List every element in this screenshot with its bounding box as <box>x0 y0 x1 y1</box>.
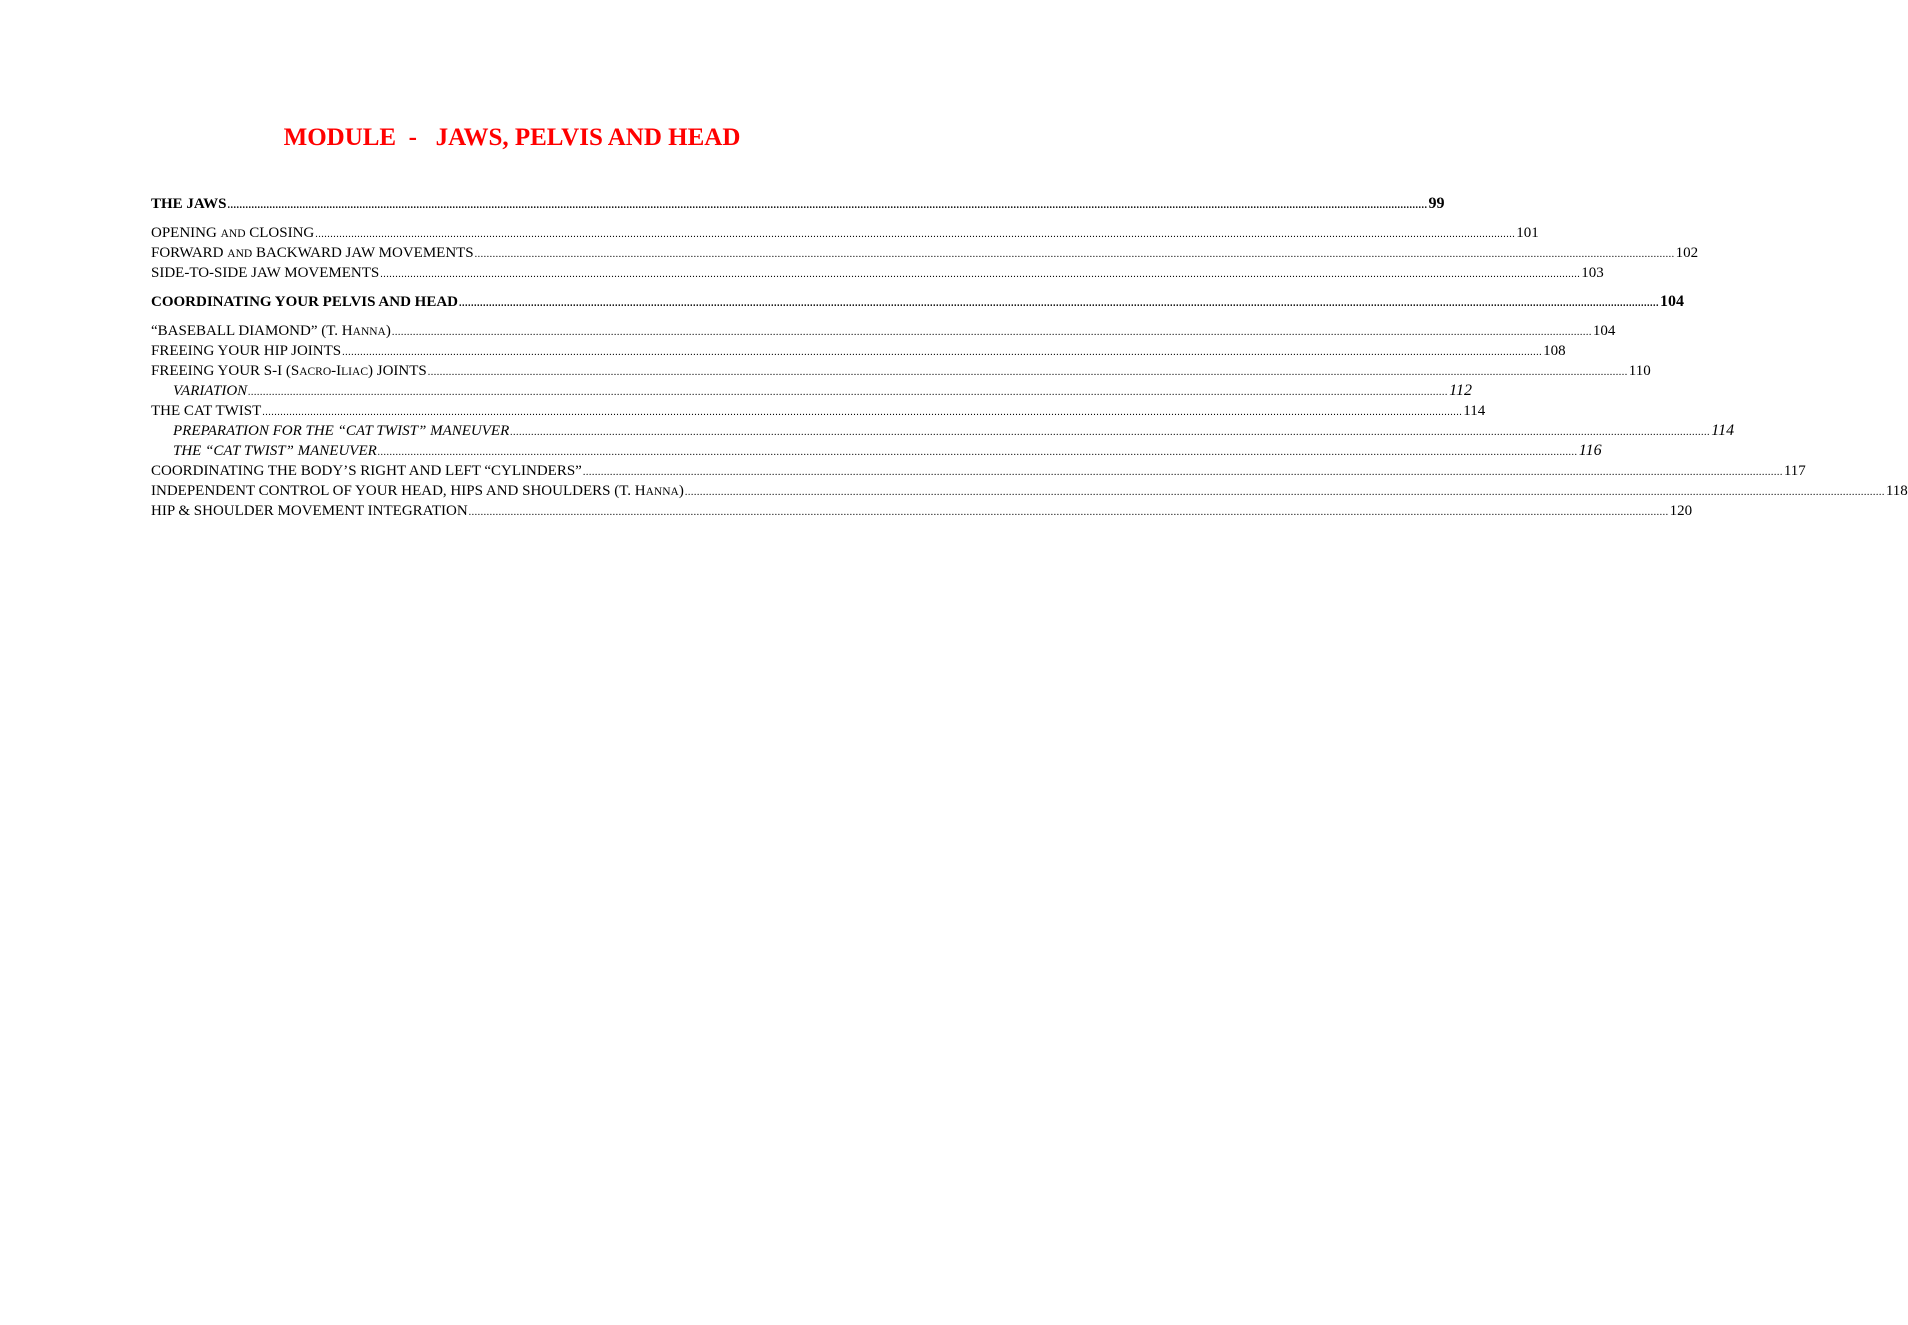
toc-entry-label-part: “BASEBALL DIAMOND” (T. H <box>151 323 353 339</box>
toc-leader-dots: ................................................................................................................................................................................................................................................................................................................................................................................................................ <box>377 447 1578 458</box>
toc-page-number: 102 <box>1675 245 1699 261</box>
toc-entry-label-part: ACRO <box>299 366 332 378</box>
toc-entry-label: VARIATION <box>173 383 248 399</box>
toc-page-number: 114 <box>1463 403 1486 419</box>
toc-entry-label-part: ) <box>385 323 391 339</box>
toc-entry[interactable] <box>151 461 1806 481</box>
toc-entry[interactable] <box>151 341 1566 361</box>
toc-leader-dots: ................................................................................................................................................................................................................................................................................................................................................................................................................ <box>468 507 1669 518</box>
toc-entry-label: HIP & SHOULDER MOVEMENT INTEGRATION <box>151 503 468 519</box>
toc-entry-label: COORDINATING THE BODY’S RIGHT AND LEFT “CYLINDERS” <box>151 463 582 479</box>
toc-entry-label-part: INDEPENDENT CONTROL OF YOUR HEAD, HIPS AND SHOULDERS (T. H <box>151 483 646 499</box>
toc-entry[interactable] <box>151 441 1602 461</box>
toc-leader-dots: ................................................................................................................................................................................................................................................................................................................................................................................................................ <box>380 269 1581 280</box>
toc-entry-label: THE CAT TWIST <box>151 403 262 419</box>
toc-entry[interactable] <box>151 401 1486 421</box>
toc-entry-label: PREPARATION FOR THE “CAT TWIST” MANEUVER <box>173 423 510 439</box>
toc-entry[interactable] <box>151 501 1693 521</box>
toc-leader-dots: ................................................................................................................................................................................................................................................................................................................................................................................................................ <box>391 327 1592 338</box>
toc-page-number: 104 <box>1660 293 1684 310</box>
toc-page-number: 120 <box>1669 503 1693 519</box>
toc-entry-label-part: BACKWARD JAW MOVEMENTS <box>252 245 474 261</box>
toc-entry-label <box>151 321 391 342</box>
toc-entry-label <box>151 361 427 382</box>
toc-entry[interactable] <box>151 421 1735 441</box>
toc-entry-label <box>151 243 474 264</box>
toc-entry-label-part: LIAC <box>341 366 368 378</box>
toc-entry[interactable] <box>151 361 1651 381</box>
toc-leader-dots: ................................................................................................................................................................................................................................................................................................................................................................................................................ <box>342 347 1543 358</box>
toc-page-number: 112 <box>1449 382 1472 399</box>
toc-leader-dots: ................................................................................................................................................................................................................................................................................................................................................................................................................ <box>427 367 1628 378</box>
toc-entry-label <box>151 481 684 502</box>
toc-leader-dots: ................................................................................................................................................................................................................................................................................................................................................................................................................ <box>227 200 1428 211</box>
page-title: MODULE - JAWS, PELVIS AND HEAD <box>283 124 741 151</box>
toc-page-number: 104 <box>1592 323 1616 339</box>
toc-entry-label: SIDE-TO-SIDE JAW MOVEMENTS <box>151 265 380 281</box>
toc-leader-dots: ................................................................................................................................................................................................................................................................................................................................................................................................................ <box>510 427 1711 438</box>
toc-page-number: 117 <box>1783 463 1806 479</box>
toc-entry-label-part: ANNA <box>352 326 386 338</box>
toc-page-number: 118 <box>1885 483 1908 499</box>
toc-entry[interactable] <box>151 263 1604 283</box>
toc-entry-label: THE “CAT TWIST” MANEUVER <box>173 443 377 459</box>
toc-page-number: 110 <box>1628 363 1651 379</box>
toc-leader-dots: ................................................................................................................................................................................................................................................................................................................................................................................................................ <box>684 487 1885 498</box>
table-of-contents <box>151 193 1908 521</box>
toc-entry-label: FREEING YOUR HIP JOINTS <box>151 343 342 359</box>
toc-entry[interactable] <box>151 481 1908 501</box>
toc-entry[interactable] <box>151 291 1684 313</box>
toc-entry[interactable] <box>151 223 1539 243</box>
toc-page-number: 114 <box>1711 422 1735 439</box>
toc-entry[interactable] <box>151 193 1445 215</box>
toc-page-number: 108 <box>1543 343 1566 359</box>
toc-entry-label-part: ANNA <box>645 486 679 498</box>
toc-entry-label-part: FREEING YOUR S-I (S <box>151 363 300 379</box>
toc-leader-dots: ................................................................................................................................................................................................................................................................................................................................................................................................................ <box>459 298 1659 309</box>
toc-leader-dots: ................................................................................................................................................................................................................................................................................................................................................................................................................ <box>582 467 1783 478</box>
toc-page-number: 99 <box>1428 195 1445 212</box>
toc-entry-label-part: AND <box>227 248 253 260</box>
toc-entry-label-part: AND <box>220 228 246 240</box>
toc-entry-label-part: -I <box>331 363 342 379</box>
toc-page-number: 116 <box>1578 442 1602 459</box>
toc-entry-label-part: FORWARD <box>151 245 228 261</box>
toc-entry-label: THE JAWS <box>151 196 227 212</box>
toc-entry-label-part: ) JOINTS <box>368 363 427 379</box>
toc-entry-label-part: OPENING <box>151 225 221 241</box>
toc-entry[interactable] <box>151 243 1699 263</box>
toc-leader-dots: ................................................................................................................................................................................................................................................................................................................................................................................................................ <box>248 387 1449 398</box>
toc-leader-dots: ................................................................................................................................................................................................................................................................................................................................................................................................................ <box>474 249 1675 260</box>
toc-entry-label-part: CLOSING <box>245 225 315 241</box>
toc-entry[interactable] <box>151 321 1616 341</box>
toc-page-number: 101 <box>1516 225 1539 241</box>
toc-entry-label: COORDINATING YOUR PELVIS AND HEAD <box>151 294 458 310</box>
toc-entry-label <box>151 223 314 244</box>
toc-leader-dots: ................................................................................................................................................................................................................................................................................................................................................................................................................ <box>262 407 1463 418</box>
toc-page-number: 103 <box>1581 265 1604 281</box>
toc-entry[interactable] <box>151 381 1472 401</box>
toc-entry-label-part: ) <box>678 483 684 499</box>
toc-leader-dots: ................................................................................................................................................................................................................................................................................................................................................................................................................ <box>315 229 1516 240</box>
